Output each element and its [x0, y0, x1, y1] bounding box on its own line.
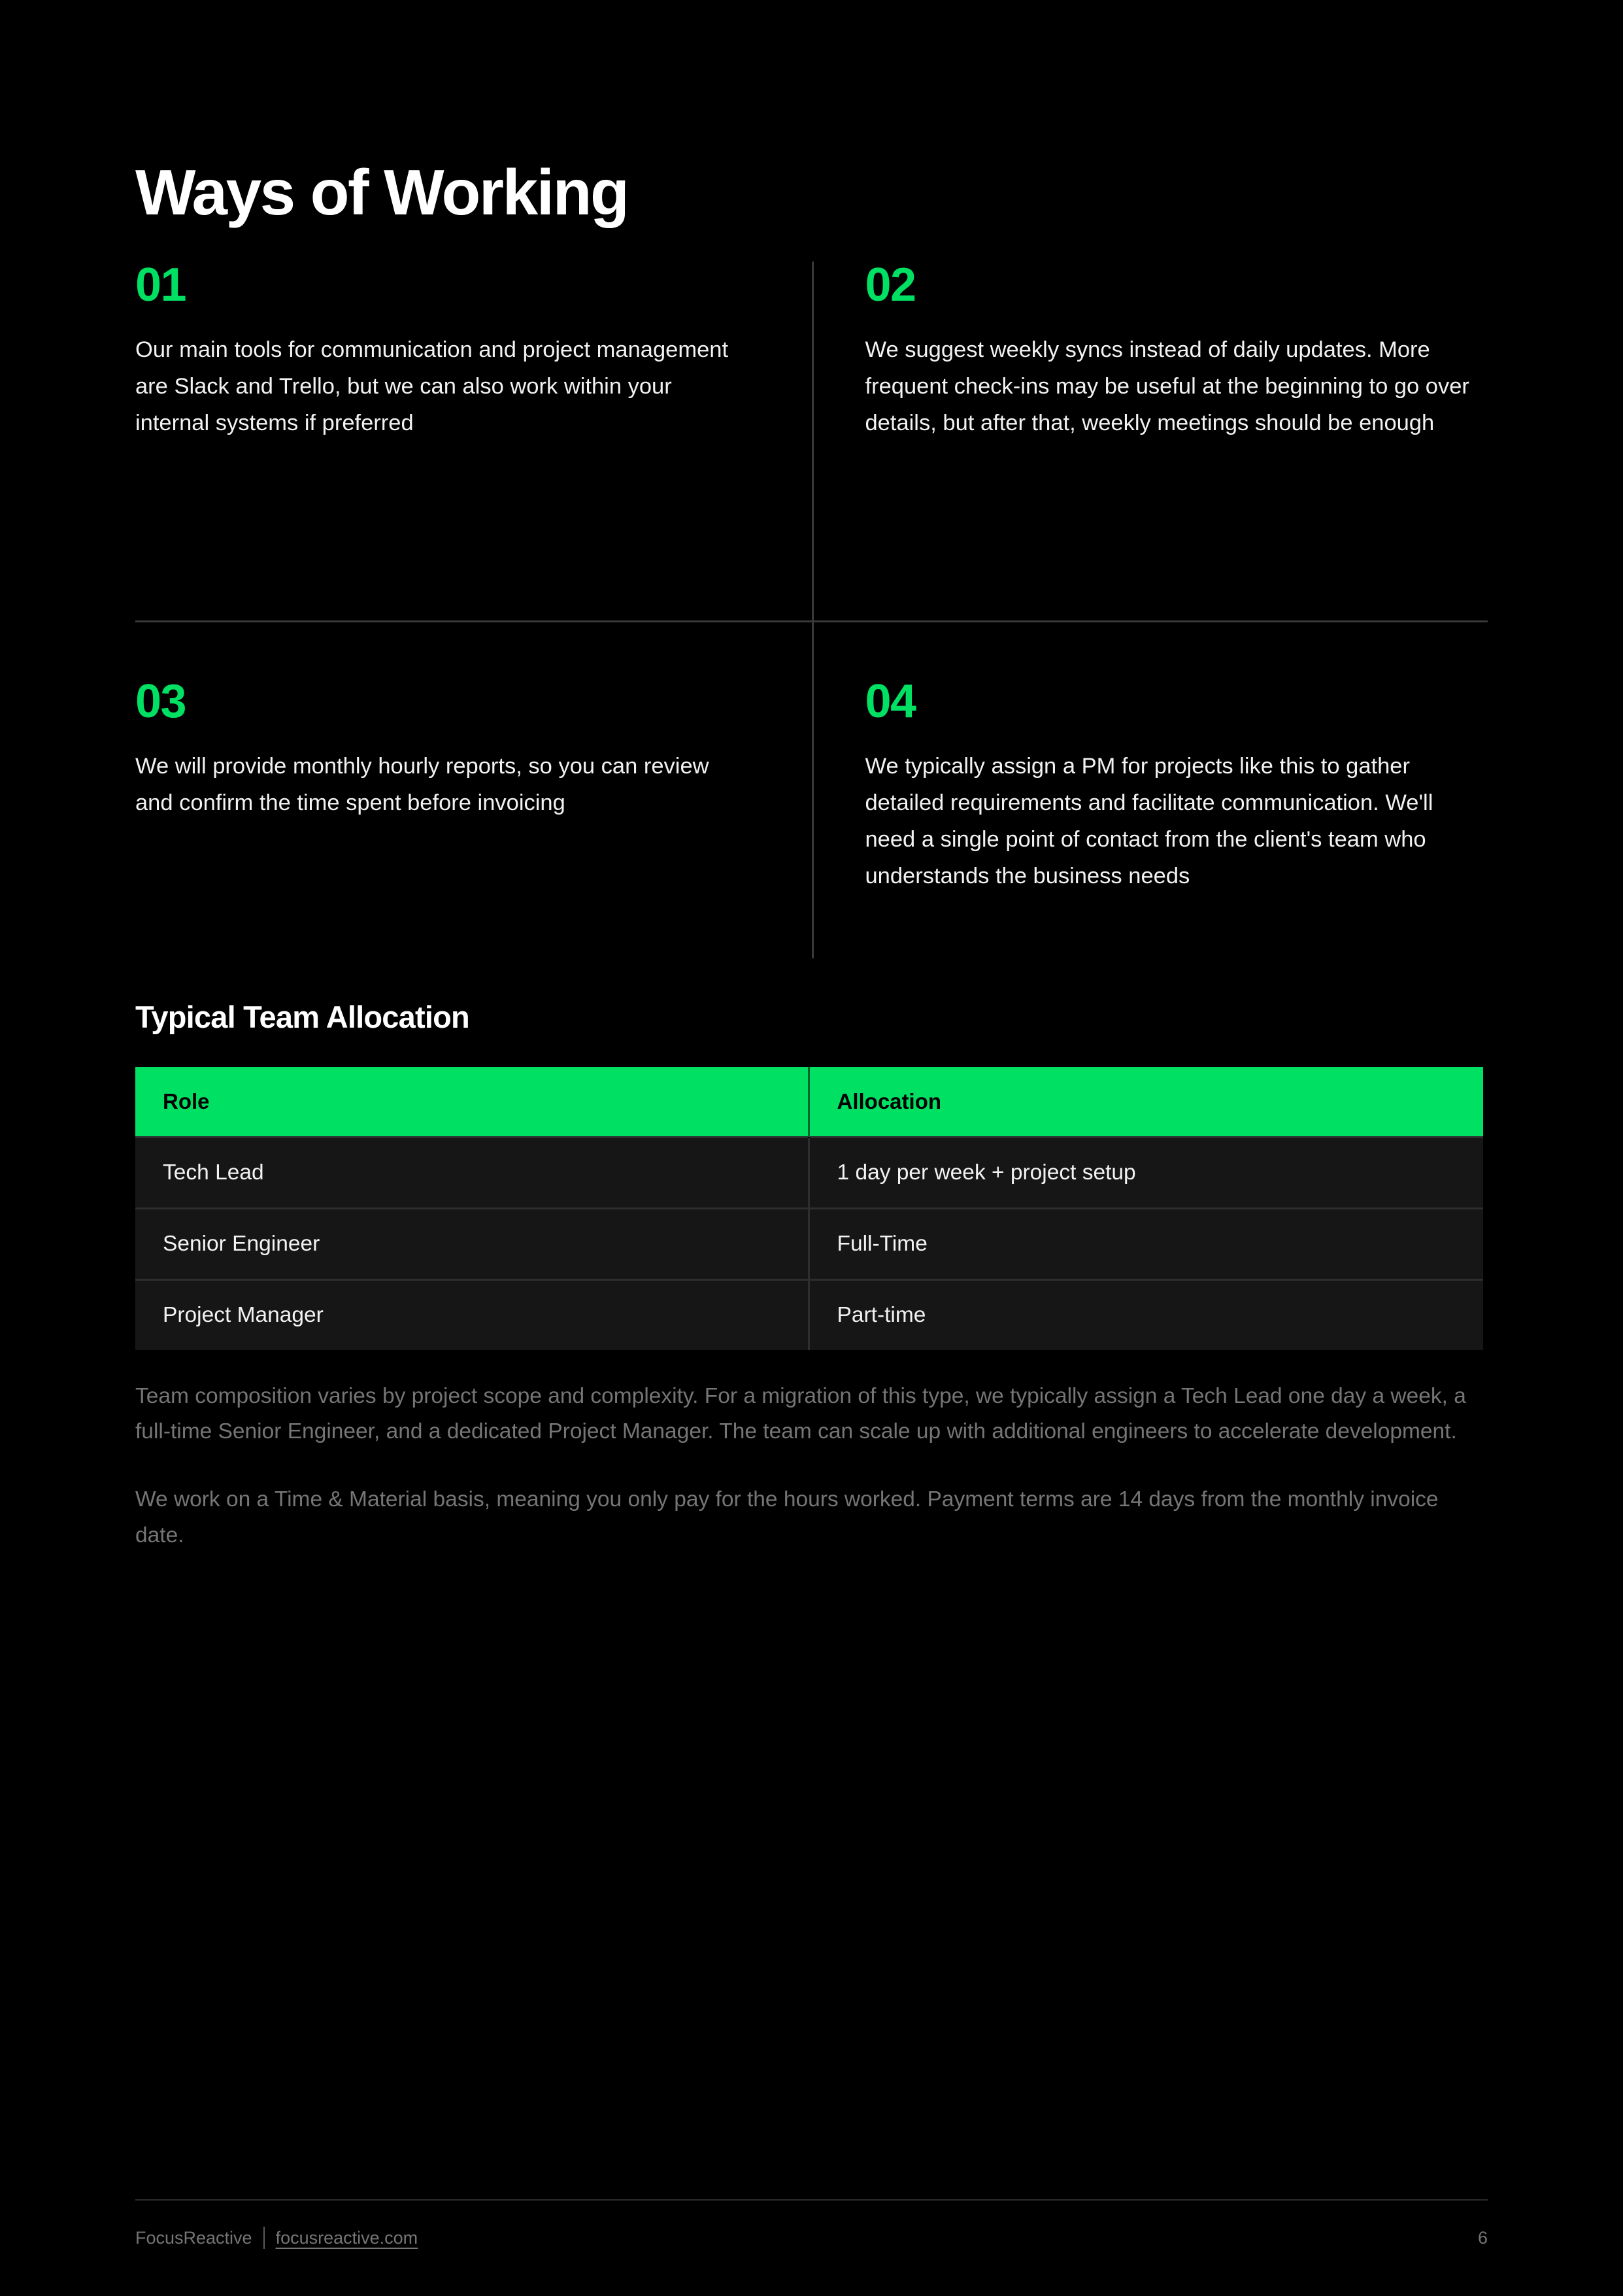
table-head [135, 1067, 1483, 1138]
footer-brand-group [135, 2227, 418, 2249]
footer-divider [135, 2199, 1488, 2201]
item-02 [812, 258, 1488, 620]
grid-horizontal-divider [135, 620, 1488, 622]
column-header-allocation: Allocation [809, 1067, 1483, 1138]
cell-role: Senior Engineer [135, 1208, 809, 1279]
item-04-number: 04 [865, 675, 916, 728]
table-body [135, 1137, 1483, 1350]
page-number: 6 [1477, 2227, 1488, 2248]
item-01-number: 01 [135, 258, 186, 311]
cell-allocation: Part-time [809, 1279, 1483, 1350]
page-footer [135, 2199, 1488, 2249]
page-title: Ways of Working [135, 156, 628, 228]
cell-role: Project Manager [135, 1279, 809, 1350]
table-row [135, 1279, 1483, 1350]
ways-of-working-grid [135, 258, 1488, 958]
table-row [135, 1137, 1483, 1208]
grid-vertical-divider [812, 262, 814, 958]
team-allocation-table [135, 1067, 1483, 1350]
item-04 [812, 620, 1488, 958]
item-01-text: Our main tools for communication and project management are Slack and Trello, but we can also work within your internal systems if preferred [135, 337, 729, 435]
item-03-text: We will provide monthly hourly reports, so you can review and confirm the time spent before invoicing [135, 753, 709, 815]
item-02-number: 02 [865, 258, 916, 311]
column-header-role: Role [135, 1067, 809, 1138]
footer-content [135, 2227, 1488, 2249]
table-row [135, 1208, 1483, 1279]
note-team-composition: Team composition varies by project scope and complexity. For a migration of this type, we typically assign a Tech Lead one day a week, a full-time Senior Engineer, and a dedicated Project Manager. The team can scale up with additional engineers to accelerate development. [135, 1383, 1466, 1444]
item-02-text: We suggest weekly syncs instead of daily updates. More frequent check-ins may be useful at the beginning to go over details, but after that, weekly meetings should be enough [865, 337, 1469, 435]
item-03 [135, 620, 812, 958]
item-01 [135, 258, 812, 620]
footer-separator-icon [263, 2227, 265, 2249]
footer-website-link[interactable]: focusreactive.com [275, 2227, 418, 2248]
item-03-number: 03 [135, 675, 186, 728]
cell-role: Tech Lead [135, 1137, 809, 1208]
footer-brand: FocusReactive [135, 2227, 252, 2248]
cell-allocation: Full-Time [809, 1208, 1483, 1279]
cell-allocation: 1 day per week + project setup [809, 1137, 1483, 1208]
allocation-heading: Typical Team Allocation [135, 999, 469, 1034]
item-04-text: We typically assign a PM for projects like this to gather detailed requirements and facilitate communication. We'll need a single point of contact from the client's team who understands the business needs [865, 753, 1433, 888]
note-payment-terms: We work on a Time & Material basis, meaning you only pay for the hours worked. Payment terms are 14 days from the monthly invoice date. [135, 1487, 1439, 1547]
table-header-row [135, 1067, 1483, 1138]
